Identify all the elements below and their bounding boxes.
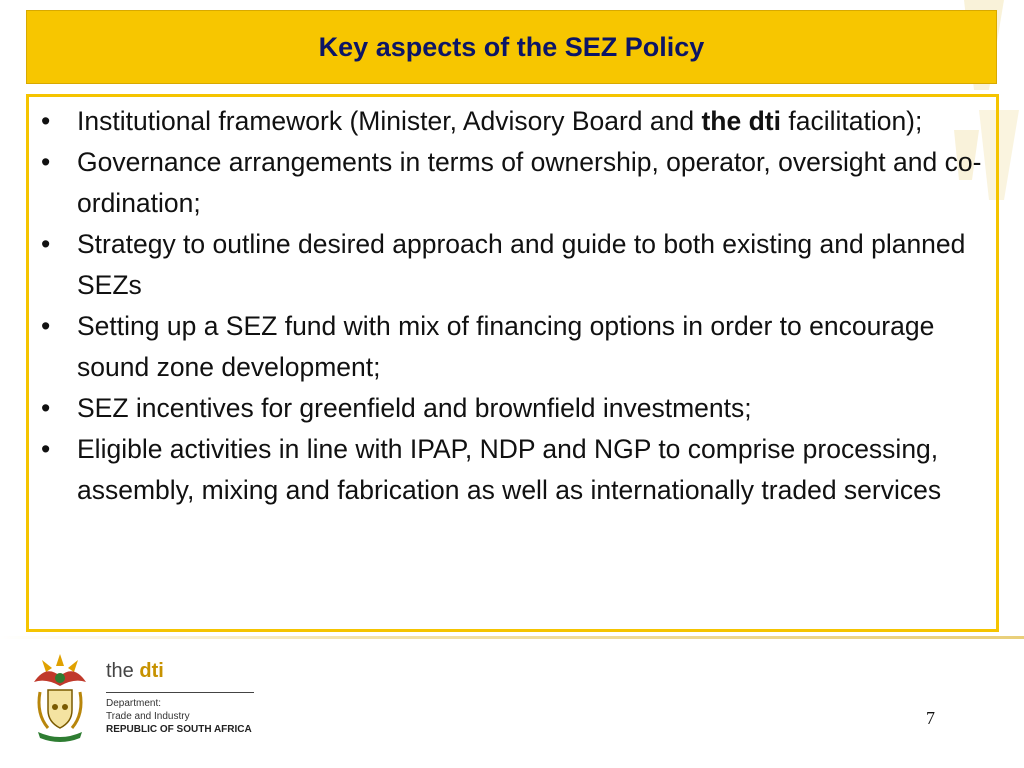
- slide-title: Key aspects of the SEZ Policy: [318, 31, 705, 62]
- brand-divider: [106, 692, 254, 693]
- title-bar: [26, 10, 997, 84]
- bullet-marker: •: [41, 434, 51, 464]
- brand-prefix: the: [106, 660, 140, 682]
- dti-brand-name: [106, 660, 164, 683]
- bullet-item: [29, 429, 989, 511]
- bullet-text: Institutional framework (Minister, Advisory Board and: [77, 106, 702, 136]
- bullet-text: facilitation);: [780, 106, 923, 136]
- content-box: [26, 94, 999, 632]
- bullet-bold-text: the dti: [701, 106, 781, 136]
- bullet-marker: •: [41, 311, 51, 341]
- bullet-marker: •: [41, 229, 51, 259]
- footer-divider: [0, 636, 1024, 639]
- bullet-list: [29, 101, 989, 511]
- bullet-text: Strategy to outline desired approach and guide to both existing and planned SEZs: [77, 229, 966, 300]
- dti-logo: [28, 652, 268, 748]
- country-name: REPUBLIC OF SOUTH AFRICA: [106, 724, 252, 735]
- brand-bold: dti: [139, 660, 164, 682]
- department-label: Department:: [106, 698, 162, 709]
- bullet-item: [29, 101, 989, 142]
- department-name: Trade and Industry: [106, 711, 190, 722]
- bullet-marker: •: [41, 106, 51, 136]
- bullet-item: [29, 224, 989, 306]
- south-africa-coat-of-arms-icon: [28, 652, 92, 744]
- bullet-item: [29, 142, 989, 224]
- bullet-text: SEZ incentives for greenfield and brownfield investments;: [77, 393, 752, 423]
- bullet-text: Setting up a SEZ fund with mix of financing options in order to encourage sound zone development;: [77, 311, 935, 382]
- bullet-marker: •: [41, 393, 51, 423]
- bullet-marker: •: [41, 147, 51, 177]
- bullet-text: Eligible activities in line with IPAP, NDP and NGP to comprise processing, assembly, mixing and fabrication as well as internationally traded services: [77, 434, 942, 505]
- page-number: 7: [926, 708, 935, 728]
- bullet-item: [29, 306, 989, 388]
- bullet-text: Governance arrangements in terms of ownership, operator, oversight and co-ordination;: [77, 147, 982, 218]
- bullet-item: [29, 388, 989, 429]
